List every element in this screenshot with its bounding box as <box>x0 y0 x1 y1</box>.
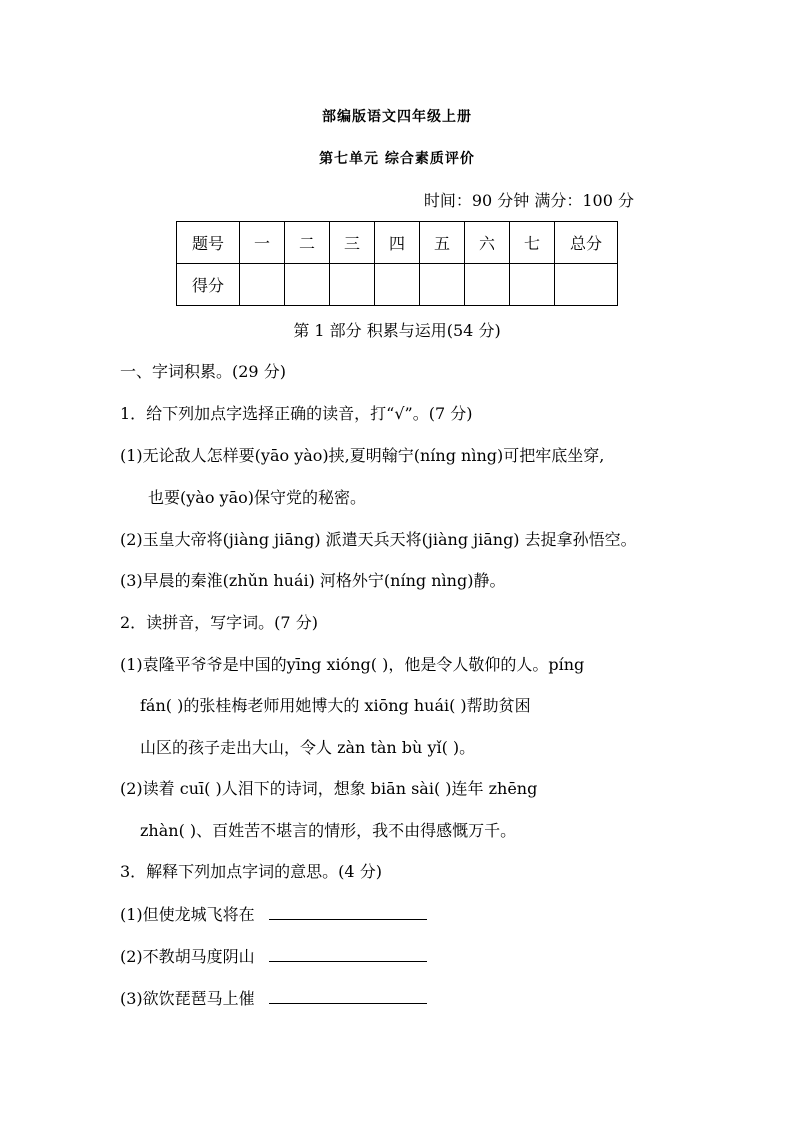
time-score-info: 时间：90 分钟 满分：100 分 <box>423 191 634 210</box>
score-input-cell[interactable] <box>375 264 420 306</box>
table-cell: 六 <box>465 222 510 264</box>
question-3-item-text: (2)不教胡马度阴山 <box>120 947 255 966</box>
question-3-item-text: (1)但使龙城飞将在 <box>120 905 255 924</box>
table-cell: 五 <box>420 222 465 264</box>
table-cell: 七 <box>510 222 555 264</box>
table-cell: 一 <box>240 222 285 264</box>
question-1-title: 1．给下列加点字选择正确的读音，打“√”。(7 分) <box>120 404 473 423</box>
score-input-cell[interactable] <box>240 264 285 306</box>
table-cell: 题号 <box>177 222 240 264</box>
question-2-line: fán( )的张桂梅老师用她博大的 xiōng huái( )帮助贫困 <box>140 696 531 715</box>
score-table <box>176 221 618 306</box>
section-heading: 一、字词积累。(29 分) <box>120 362 286 381</box>
question-1-line: (3)早晨的秦淮(zhǔn huái) 河格外宁(níng nìng)静。 <box>120 571 506 590</box>
question-2-title: 2．读拼音，写字词。(7 分) <box>120 613 318 632</box>
question-3-item <box>120 943 427 967</box>
answer-blank[interactable] <box>269 943 427 962</box>
score-input-cell[interactable] <box>555 264 618 306</box>
table-cell: 二 <box>285 222 330 264</box>
question-3-item <box>120 985 427 1009</box>
table-cell: 三 <box>330 222 375 264</box>
question-2-line: zhàn( )、百姓苦不堪言的情形，我不由得感慨万千。 <box>140 821 517 840</box>
question-2-line: (1)袁隆平爷爷是中国的yīng xióng( )，他是令人敬仰的人。píng <box>120 655 585 674</box>
score-input-cell[interactable] <box>510 264 555 306</box>
question-1-line: 也要(yào yāo)保守党的秘密。 <box>148 488 366 507</box>
table-row <box>177 222 618 264</box>
question-3-item <box>120 901 427 925</box>
answer-blank[interactable] <box>269 985 427 1004</box>
table-row <box>177 264 618 306</box>
question-2-line: 山区的孩子走出大山，令人 zàn tàn bù yǐ( )。 <box>140 738 476 757</box>
question-3-item-text: (3)欲饮琵琶马上催 <box>120 989 255 1008</box>
table-cell: 得分 <box>177 264 240 306</box>
score-input-cell[interactable] <box>420 264 465 306</box>
answer-blank[interactable] <box>269 901 427 920</box>
question-1-line: (2)玉皇大帝将(jiàng jiāng) 派遣天兵天将(jiàng jiāng) 去捉拿孙悟空。 <box>120 530 637 549</box>
book-title: 部编版语文四年级上册 <box>322 109 472 125</box>
table-cell: 总分 <box>555 222 618 264</box>
question-3-title: 3．解释下列加点字词的意思。(4 分) <box>120 862 382 881</box>
score-input-cell[interactable] <box>465 264 510 306</box>
score-input-cell[interactable] <box>285 264 330 306</box>
unit-title: 第七单元 综合素质评价 <box>319 151 475 167</box>
score-input-cell[interactable] <box>330 264 375 306</box>
question-1-line: (1)无论敌人怎样要(yāo yào)挟,夏明翰宁(níng nìng)可把牢底坐穿, <box>120 446 605 465</box>
part-heading: 第 1 部分 积累与运用(54 分) <box>293 321 501 340</box>
question-2-line: (2)读着 cuī( )人泪下的诗词，想象 biān sài( )连年 zhēng <box>120 779 538 798</box>
table-cell: 四 <box>375 222 420 264</box>
